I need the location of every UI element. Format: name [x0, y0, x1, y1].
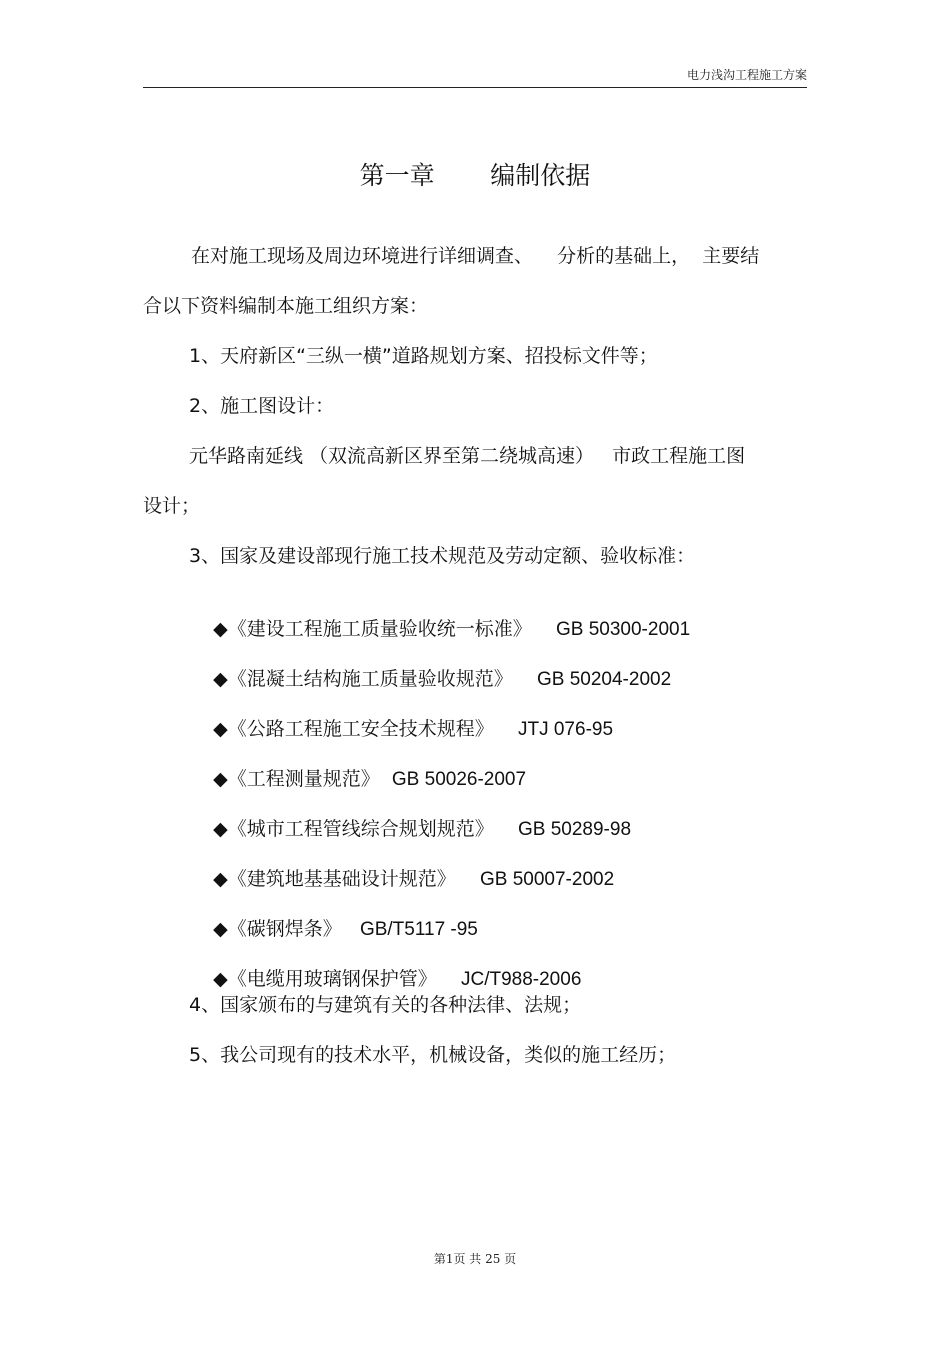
reference-name: 《混凝土结构施工质量验收规范》 [227, 668, 513, 690]
reference-name: 《建设工程施工质量验收统一标准》 [227, 618, 532, 640]
diamond-bullet-icon: ◆ [213, 718, 228, 740]
page-number-footer: 第1页 共 25 页 [433, 1252, 517, 1266]
reference-code: GB 50289-98 [517, 819, 632, 840]
basis-item-2-detail-line-1: 元华路南延线 （双流高新区界至第二绕城高速） 市政工程施工图 [189, 445, 746, 467]
chapter-title: 第一章 编制依据 [359, 161, 591, 190]
reference-code: JTJ 076-95 [517, 719, 614, 740]
diamond-bullet-icon: ◆ [213, 968, 228, 990]
intro-line-1: 在对施工现场及周边环境进行详细调查、 分析的基础上， 主要结 [191, 245, 760, 267]
diamond-bullet-icon: ◆ [213, 668, 228, 690]
intro-line-2: 合以下资料编制本施工组织方案： [143, 295, 429, 317]
reference-name: 《城市工程管线综合规划规范》 [227, 818, 494, 840]
diamond-bullet-icon: ◆ [213, 768, 228, 790]
diamond-bullet-icon: ◆ [213, 918, 228, 940]
reference-name: 《建筑地基基础设计规范》 [227, 868, 456, 890]
running-header-title: 电力浅沟工程施工方案 [686, 68, 807, 82]
basis-item-3: 3、国家及建设部现行施工技术规范及劳动定额、验收标准： [189, 545, 696, 567]
basis-item-2: 2、施工图设计： [189, 395, 335, 417]
reference-code: JC/T988-2006 [460, 969, 582, 990]
basis-item-2-detail-line-2: 设计； [143, 495, 201, 517]
diamond-bullet-icon: ◆ [213, 868, 228, 890]
basis-item-1: 1、天府新区“三纵一横”道路规划方案、招投标文件等； [189, 345, 658, 367]
header-divider [143, 87, 807, 88]
reference-name: 《电缆用玻璃钢保护管》 [227, 968, 437, 990]
reference-name: 《碳钢焊条》 [227, 918, 342, 940]
basis-item-5: 5、我公司现有的技术水平，机械设备，类似的施工经历； [189, 1044, 677, 1066]
reference-name: 《工程测量规范》 [227, 768, 380, 790]
diamond-bullet-icon: ◆ [213, 618, 228, 640]
reference-code: GB 50300-2001 [555, 619, 691, 640]
reference-code: GB 50204-2002 [536, 669, 672, 690]
diamond-bullet-icon: ◆ [213, 818, 228, 840]
reference-code: GB/T5117 -95 [359, 919, 478, 940]
reference-name: 《公路工程施工安全技术规程》 [227, 718, 494, 740]
reference-code: GB 50026-2007 [391, 769, 527, 790]
reference-code: GB 50007-2002 [479, 869, 615, 890]
basis-item-4: 4、国家颁布的与建筑有关的各种法律、法规； [189, 994, 582, 1016]
